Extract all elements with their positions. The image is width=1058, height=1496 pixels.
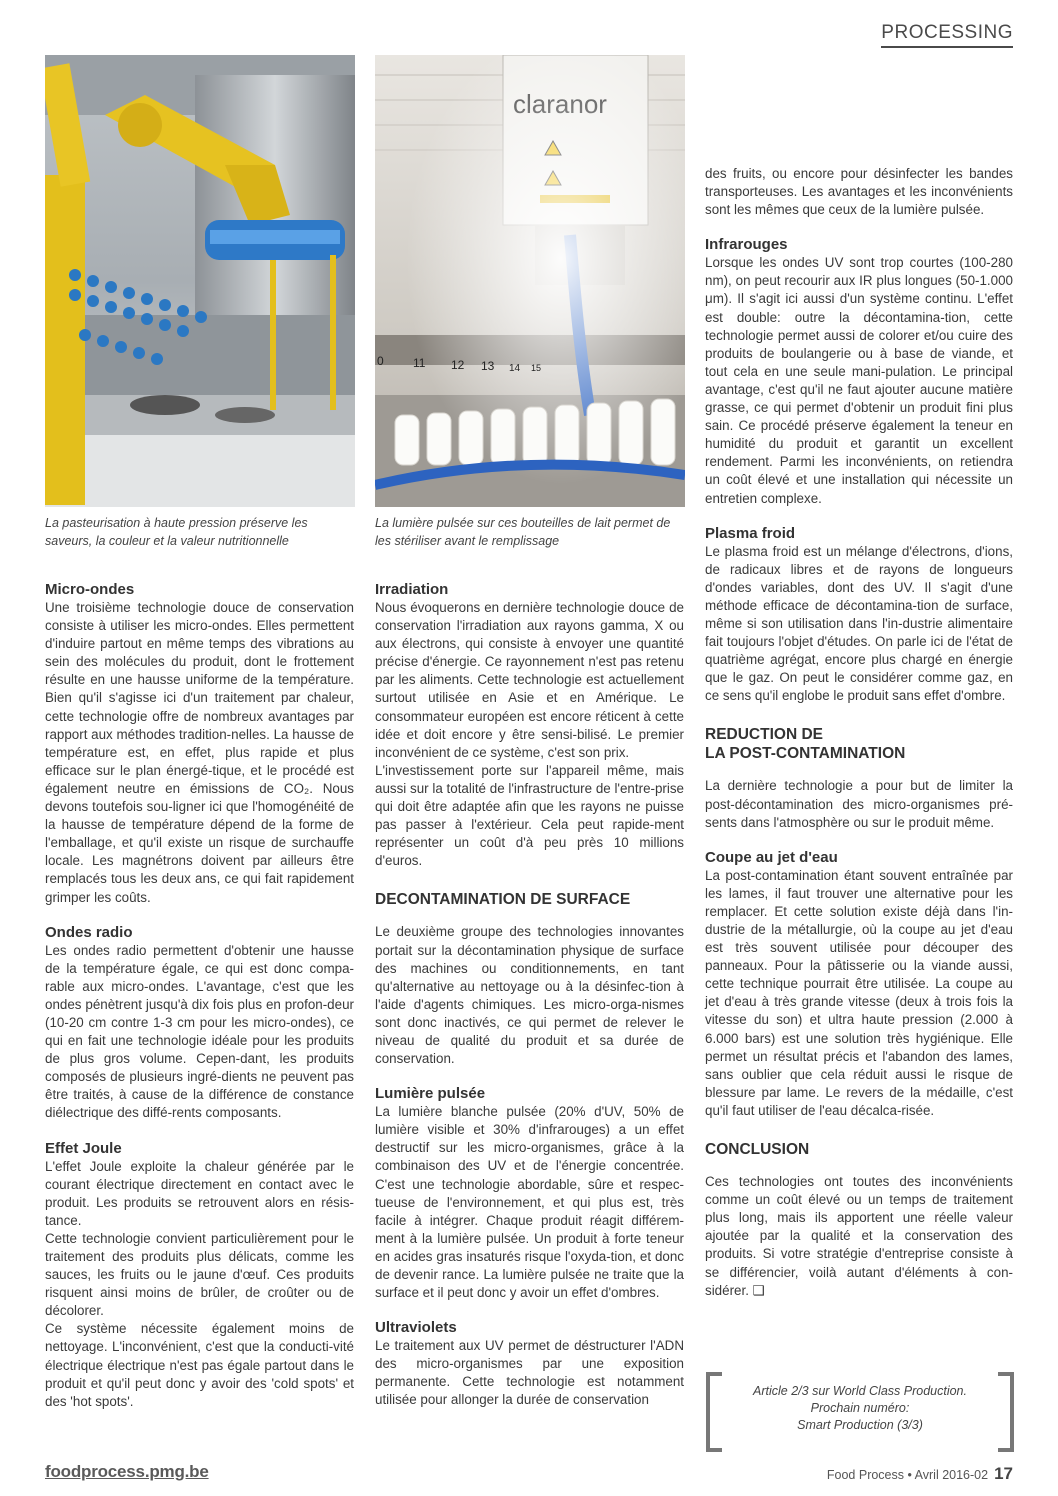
- infrarouges-heading: Infrarouges: [705, 236, 788, 254]
- lumiere-pulsee-heading: Lumière pulsée: [375, 1085, 486, 1103]
- section-tag: PROCESSING: [881, 22, 1013, 48]
- page-number: 17: [994, 1464, 1013, 1483]
- effet-joule-text-2: Cette technologie convient particulièrement pour le traitement des produits plus délicats, comme les sauces, les fruits ou le jaune d'œuf. Ces produits risquent ainsi moins de brûler, de croûter ou de décolorer.: [45, 1230, 354, 1319]
- series-note: [706, 1372, 1014, 1444]
- infrarouges-text: Lorsque les ondes UV sont trop courtes (100-280 nm), on peut recourir aux IR plus longues (50-1.000 μm). Il s'agit ici aussi d'un système continu. L'effet est double: outre la décontamina-tion, cette technologie permet aussi de colorer et/ou cuire des produits de boulangerie ou à base de viande, et tout cela en une seule mani-pulation. Le principal avantage, c'est qu'il ne faut ajouter aucune matière grasse, ce qui permet d'obtenir un produit fini plus sain. Ce procédé préserve également la teneur en humidité du produit et garantit un excellent rendement. Parmi les inconvénients, on retiendra un coût élevé et une installation qui nécessite un entretien complexe.: [705, 255, 1013, 506]
- machine-number: 14: [509, 363, 521, 374]
- micro-ondes-text: Une troisième technologie douce de conservation consiste à utiliser les micro-ondes. Elles permettent d'induire partout en même temps des vibrations au sein des molécules du produit, dont le frottement résulte en une hausse uniforme de la température. Bien qu'il s'agisse ici d'un traitement par chaleur, cette technologie offre de nombreux avantages par rapport aux méthodes tradition-nelles. La hausse de température est, en effet, plus rapide et plus efficace sur le plan énergé-tique, et le procédé est également neutre en émissions de CO₂. Nous devons toutefois sou-ligner ici que l'homogénéité de la hausse de température dépend de la forme de l'emballage, et qu'il existe un risque de surchauffe locale. Les magnétrons doivent par ailleurs être remplacés tous les deux ans, ce qui fait rapidement grimper les coûts.: [45, 600, 354, 905]
- column-3: [705, 165, 1013, 1300]
- ultraviolets-text: Le traitement aux UV permet de déstructurer l'ADN des micro-organismes par une exposition permanente. Cette technologie est notamment utilisée pour allonger la durée de conservation: [375, 1338, 684, 1408]
- irradiation-text-1: Nous évoquerons en dernière technologie douce de conservation l'irradiation aux rayons gamma, X ou aux électrons, qui consiste à envoyer une quantité précise d'énergie. Ce rayonnement n'est pas retenu par les aliments. Cette technologie est actuellement surtout utilisée en Asie et en Amérique. Le consommateur européen est encore réticent à cette idée et doit encore y être sensi-bilisé. Le premier inconvénient de ce système, c'est son prix.: [375, 600, 684, 760]
- decontamination-heading: DECONTAMINATION DE SURFACE: [375, 891, 631, 909]
- conclusion-text: Ces technologies ont toutes des inconvénients comme un coût élevé ou un temps de traitement plus long, mais ils apportent une réelle valeur ajoutée par la qualité et la conservation des produits. Si votre stratégie d'entreprise consiste à se différencier, voilà autant d'éléments à con-sidérer. ❑: [705, 1174, 1013, 1298]
- effet-joule-text-3: Ce système nécessite également moins de nettoyage. L'inconvénient, c'est que la conducti-vité électrique électrique n'est pas égale partout dans le produit et qu'il peut donc y avoir des 'cold spots' et des 'hot spots'.: [45, 1321, 354, 1409]
- footer-website-link[interactable]: foodprocess.pmg.be: [45, 1462, 209, 1481]
- left-bracket: [706, 1372, 722, 1452]
- plasma-froid-text: Le plasma froid est un mélange d'électrons, d'ions, de radicaux libres et de rayons de longueurs d'ondes variables, dont des UV. Il s'agit d'une méthode efficace de décontamina-tion de surface, même si son utilisation dans l'in-dustrie alimentaire fait toujours l'objet d'études. On parle ici de l'état de quatrième agrégat, encore plus chargé en énergie que le gaz. On peut le considérer comme gaz, en ce sens qu'il englobe le produit sans effet d'ombre.: [705, 543, 1013, 704]
- robot-photo: [45, 55, 355, 507]
- micro-ondes-heading: Micro-ondes: [45, 581, 135, 598]
- bottles-photo: [375, 55, 685, 507]
- ondes-radio-text: Les ondes radio permettent d'obtenir une hausse de la température égale, ce qui est donc compa-rable aux micro-ondes. L'avantage, c'est que les ondes pénètrent jusqu'à dix fois plus en profon-deur (10-20 cm contre 1-3 cm pour les micro-ondes), ce qui en fait une technologie idéale pour les produits de plus gros volume. Cepen-dant, les produits composés de plusieurs ingré-dients ne peuvent pas être traités, à cause de la différence de constance diélectrique des diffé-rents composants.: [45, 942, 354, 1121]
- machine-number: 11: [413, 356, 426, 370]
- decontamination-text: Le deuxième groupe des technologies innovantes portait sur la décontamination physique de surface des machines ou conditionnements, en tant qu'alternative au nettoyage ou à la désinfec-tion à l'aide d'agents chimiques. Les micro-orga-nismes sont donc inactivés, ce qui permet de relever le niveau de qualité du produit et sa durée de conservation.: [375, 924, 684, 1067]
- right-bracket: [998, 1372, 1014, 1452]
- plasma-froid-heading: Plasma froid: [705, 524, 796, 542]
- note-line-1: Article 2/3 sur World Class Production.: [753, 1384, 967, 1398]
- effet-joule-heading: Effet Joule: [45, 1139, 122, 1157]
- reduction-heading-line-2: LA POST-CONTAMINATION: [705, 745, 906, 763]
- irradiation-text-2: L'investissement porte sur l'appareil même, mais aussi sur la totalité de l'infrastructure de l'entre-prise qui doit être adaptée afin que les rayons ne puisse pas passer à l'extérieur. Cela peut rapide-ment représenter un coût d'à peu près 10 millions d'euros.: [375, 762, 684, 869]
- reduction-heading-line-1: REDUCTION DE: [705, 726, 823, 744]
- robot-caption: La pasteurisation à haute pression préserve les saveurs, la couleur et la valeur nutritionnelle: [45, 516, 308, 548]
- ultraviolets-heading: Ultraviolets: [375, 1319, 457, 1337]
- ondes-radio-heading: Ondes radio: [45, 923, 133, 941]
- note-line-3: Smart Production (3/3): [797, 1418, 923, 1432]
- note-line-2: Prochain numéro:: [810, 1401, 910, 1415]
- irradiation-heading: Irradiation: [375, 581, 449, 598]
- jet-d-eau-text: La post-contamination étant souvent entraînée par les lames, il faut trouver une alternative pour les remplacer. Et cette solution existe déjà dans l'in-dustrie de la métallurgie, où la coupe au jet d'eau est très souvent utilisée pour découper des panneaux. Pour la pâtisserie ou la viande aussi, cette technique pourrait être utilisée. La coupe au jet d'eau à très grande vitesse (deux à trois fois la vitesse du son) et ultra haute pression (2.000 à 6.000 bars) est une solution très hygiénique. Elle permet un résultat précis et l'abandon des lames, sans oublier que cela réduit aussi le risque de blessure par lame. Le revers de la médaille, c'est qu'il faut utiliser de l'eau décalca-risée.: [705, 867, 1013, 1118]
- conclusion-heading: CONCLUSION: [705, 1141, 810, 1159]
- column-1: [45, 580, 354, 1411]
- jet-d-eau-heading: Coupe au jet d'eau: [705, 848, 838, 866]
- machine-number: 13: [481, 359, 495, 373]
- effet-joule-text-1: L'effet Joule exploite la chaleur générée par le courant électrique directement en contact avec le produit. Les produits se retrouvent alors en résis-tance.: [45, 1158, 354, 1228]
- reduction-text: La dernière technologie a pour but de limiter la post-décontamination des micro-organismes pré-sents dans l'atmosphère ou sur le produit même.: [705, 778, 1013, 830]
- footer-issue: [827, 1464, 1013, 1484]
- column-2: [375, 580, 684, 1410]
- lumiere-pulsee-text: La lumière blanche pulsée (20% d'UV, 50% de lumière visible et 30% d'infrarouges) a un effet destructif sur les micro-organismes, grâce à la combinaison des UV et de l'énergie concentrée. C'est une technologie abordable, sûre et respec-tueuse de l'environnement, et qui plus est, très facile à intégrer. Chaque produit réagit différem-ment à la lumière pulsée. Un produit à forte teneur en acides gras insaturés risque l'oxyda-tion, et donc de devenir rance. La lumière pulsée ne traite que la surface et il peut donc y avoir un effet d'ombres.: [375, 1104, 684, 1301]
- bottles-caption: La lumière pulsée sur ces bouteilles de lait permet de les stériliser avant le remplissage: [375, 516, 671, 548]
- machine-number: 0: [377, 354, 384, 368]
- machine-number: 15: [531, 363, 542, 373]
- issue-label: Food Process • Avril 2016-02: [826, 1468, 989, 1482]
- ultraviolets-continued-text: des fruits, ou encore pour désinfecter les bandes transporteuses. Les avantages et les inconvénients sont les mêmes que ceux de la lumière pulsée.: [705, 166, 1013, 218]
- machine-number: 12: [451, 358, 465, 372]
